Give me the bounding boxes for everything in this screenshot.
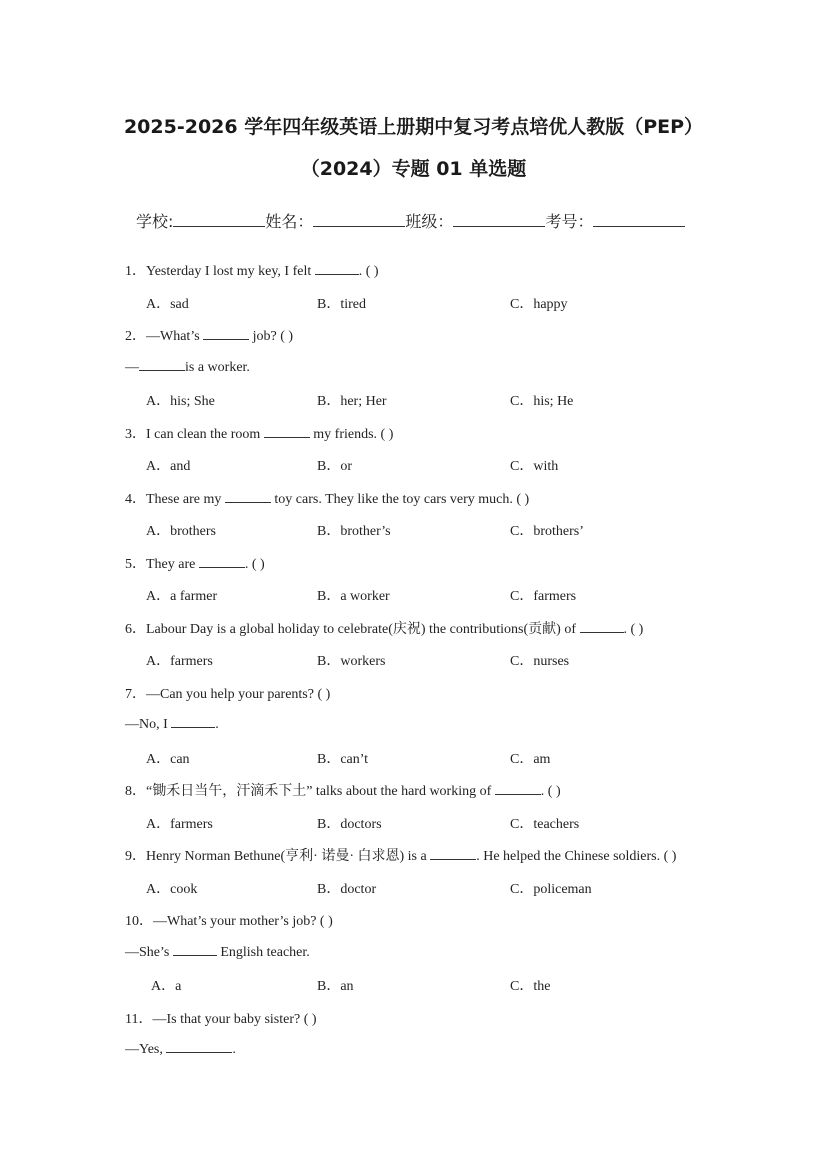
option-a[interactable]: A．and <box>146 459 191 474</box>
option-b[interactable]: B．can’t <box>317 752 369 767</box>
name-blank[interactable] <box>313 212 405 227</box>
name-label: 姓名： <box>265 212 314 231</box>
option-a[interactable]: A．can <box>146 752 190 767</box>
option-a[interactable]: A．brothers <box>146 524 216 539</box>
class-label: 班级： <box>405 212 454 231</box>
question-8: 8．“锄禾日当午，汗滴禾下土” talks about the hard working of . ( ) <box>125 784 561 799</box>
school-label: 学校: <box>136 212 174 231</box>
question-5: 5．They are . ( ) <box>125 557 265 572</box>
answer-blank[interactable] <box>495 782 541 795</box>
question-3: 3．I can clean the room my friends. ( ) <box>125 427 394 442</box>
question-2-reply: — is a worker. <box>125 360 250 375</box>
option-a[interactable]: A．farmers <box>146 654 213 669</box>
option-c[interactable]: C．policeman <box>510 882 592 897</box>
option-b[interactable]: B．her; Her <box>317 394 387 409</box>
question-10-reply: —She’s English teacher. <box>125 945 310 960</box>
class-blank[interactable] <box>453 212 545 227</box>
option-c[interactable]: C．teachers <box>510 817 580 832</box>
option-c[interactable]: C．farmers <box>510 589 577 604</box>
option-b[interactable]: B．tired <box>317 297 366 312</box>
answer-blank[interactable] <box>203 327 249 340</box>
answer-blank[interactable] <box>199 555 245 568</box>
option-a[interactable]: A．cook <box>146 882 198 897</box>
option-b[interactable]: B．doctors <box>317 817 382 832</box>
answer-blank[interactable] <box>166 1040 232 1053</box>
question-7-reply: —No, I . <box>125 717 219 732</box>
option-b[interactable]: B．brother’s <box>317 524 391 539</box>
question-11-reply: —Yes, . <box>125 1042 236 1057</box>
answer-blank[interactable] <box>580 620 624 633</box>
option-a[interactable]: A．a <box>151 979 182 994</box>
question-4: 4．These are my toy cars. They like the toy cars very much. ( ) <box>125 492 530 507</box>
answer-blank[interactable] <box>171 715 215 728</box>
question-7: 7．—Can you help your parents? ( ) <box>125 687 331 702</box>
question-9: 9．Henry Norman Bethune(亨利· 诺曼· 白求恩) is a . He helped the Chinese soldiers. ( ) <box>125 849 677 864</box>
option-c[interactable]: C．his; He <box>510 394 574 409</box>
option-b[interactable]: B．or <box>317 459 352 474</box>
answer-blank[interactable] <box>430 847 476 860</box>
option-c[interactable]: C．happy <box>510 297 568 312</box>
answer-blank[interactable] <box>173 943 217 956</box>
number-label: 考号： <box>545 212 594 231</box>
document-title-line1: 2025-2026 学年四年级英语上册期中复习考点培优人教版（PEP） <box>123 116 704 138</box>
question-6: 6．Labour Day is a global holiday to celebrate(庆祝) the contributions(贡献) of . ( ) <box>125 622 644 637</box>
option-b[interactable]: B．workers <box>317 654 386 669</box>
option-a[interactable]: A．sad <box>146 297 189 312</box>
number-blank[interactable] <box>593 212 685 227</box>
option-b[interactable]: B．doctor <box>317 882 377 897</box>
option-a[interactable]: A．farmers <box>146 817 213 832</box>
option-c[interactable]: C．the <box>510 979 551 994</box>
option-b[interactable]: B．a worker <box>317 589 390 604</box>
answer-blank[interactable] <box>225 490 271 503</box>
question-1: 1．Yesterday I lost my key, I felt . ( ) <box>125 264 379 279</box>
option-b[interactable]: B．an <box>317 979 354 994</box>
student-info-row <box>136 209 685 232</box>
school-blank[interactable] <box>173 212 265 227</box>
option-c[interactable]: C．am <box>510 752 551 767</box>
question-2: 2．—What’s job? ( ) <box>125 329 294 344</box>
option-c[interactable]: C．with <box>510 459 559 474</box>
answer-blank[interactable] <box>264 425 310 438</box>
option-a[interactable]: A．his; She <box>146 394 215 409</box>
option-a[interactable]: A．a farmer <box>146 589 218 604</box>
option-c[interactable]: C．nurses <box>510 654 570 669</box>
document-title-line2: （2024）专题 01 单选题 <box>300 158 527 180</box>
answer-blank[interactable] <box>315 262 359 275</box>
question-11: 11．—Is that your baby sister? ( ) <box>125 1012 317 1027</box>
option-c[interactable]: C．brothers’ <box>510 524 584 539</box>
question-10: 10．—What’s your mother’s job? ( ) <box>125 914 333 929</box>
answer-blank[interactable] <box>139 358 185 371</box>
